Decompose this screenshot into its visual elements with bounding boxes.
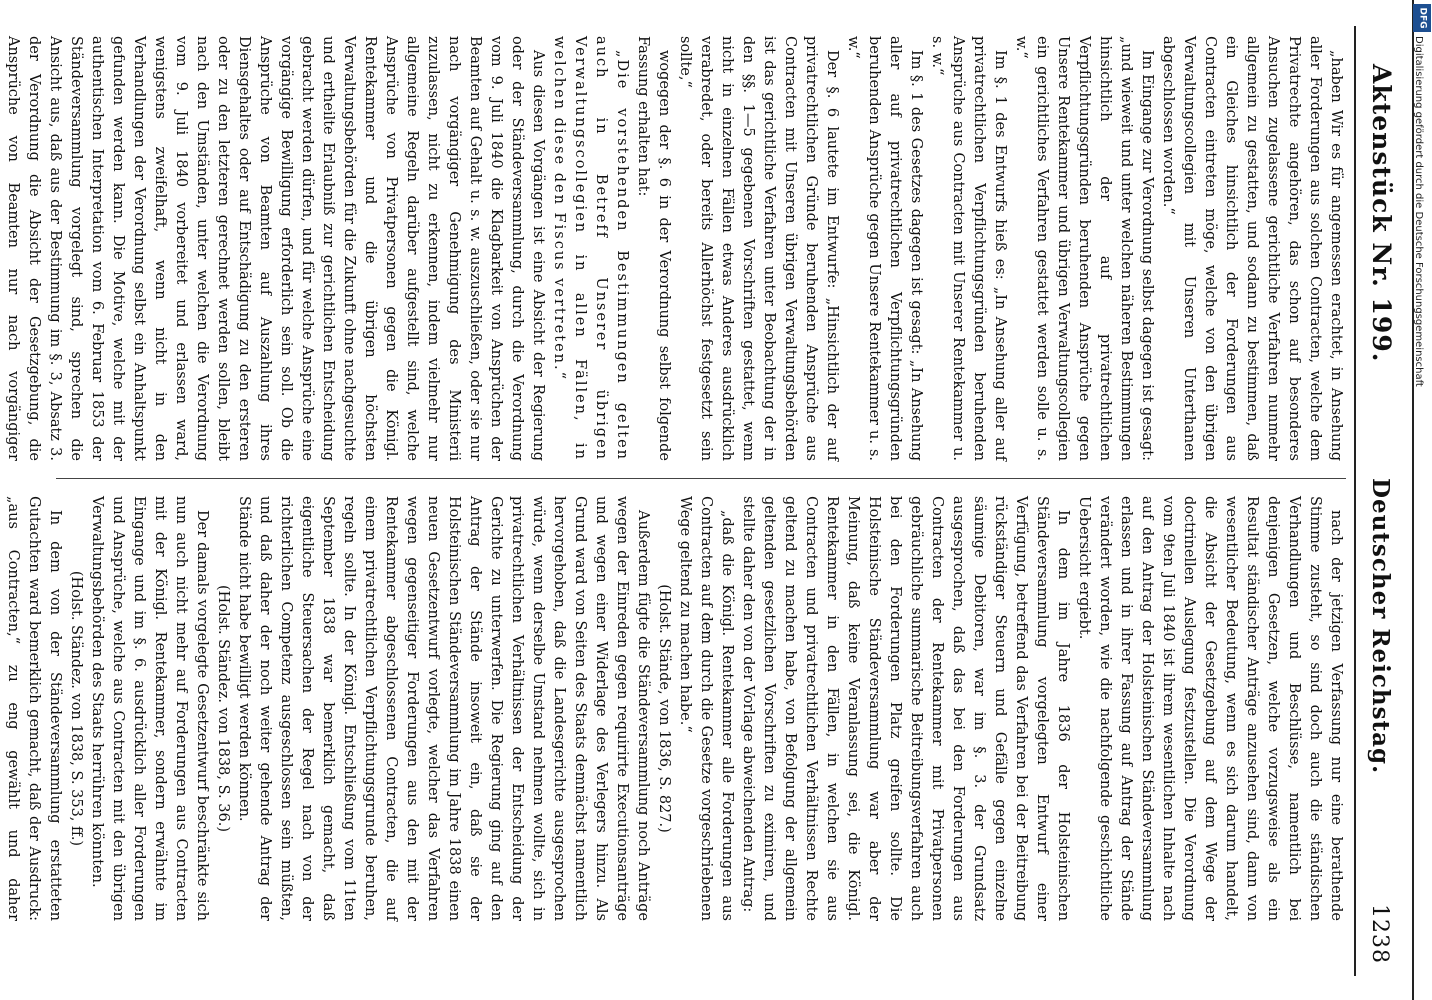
paragraph: In dem im Jahre 1836 der Holsteinischen Ständeversammlung vorgelegten Entwurf einer Verfügung, betreffend das Verfahren bei der Beitreibung rückständiger Steuern und Gefälle gegen einzelne säumige Debitoren, war im §. 3. der Grundsatz ausgesprochen, daß das bei den Forderungen aus Contracten der Rentekammer mit Privatpersonen gebräuchliche summarische Beitreibungsverfahren auch bei den Forderungen Platz greifen sollte. Die Holsteinische Ständeversammlung war aber der Meinung, daß keine Veranlassung sei, die Königl. Rentekammer in den Fällen, in welchen sie aus Contracten und privatrechtlichen Verhältnissen Rechte geltend zu machen habe, von Befolgung der allgemein geltenden gesetzlichen Vorschriften zu eximiren, und stellte daher den von der Vorlage abweichenden Antrag: bbox=[740, 496, 1071, 921]
paragraph: Im §. 1 des Entwurfs hieß es: „In Ansehung aller auf privatrechtlichen Verpflichtungsgründen beruhenden Ansprüche aus Contracten mit Unserer Rentekammer u. s. w.“ bbox=[929, 36, 1008, 461]
paragraph: Der §. 6 lautete im Entwurfe: „Hinsichtlich der auf privatrechtlichen Gründe beruhenden Ansprüche aus Contracten mit Unseren übrigen Verwaltungsbehörden ist das gerichtliche Verfahren unter Beobachtung der in den §§. 1—5 gegebenen Vorschriften gestattet, wenn nicht in einzelnen Fällen etwas Anderes ausdrücklich verabredet, oder bereits Allerhöchst festgesetzt sein sollte,“ bbox=[677, 36, 840, 461]
publication-title: Deutscher Reichstag. bbox=[1367, 478, 1394, 775]
paragraph: Aus diesen Vorgängen ist eine Absicht der Regierung oder der Ständeversammlung, durch die Verordnung vom 9. Juli 1840 die Klagbarkeit von Ansprüchen der Beamten auf Gehalt u. s. w. auszuschließen, oder sie nur nach vorgängiger Genehmigung des Ministerii zuzulassen, nicht zu erkennen, indem vielmehr nur allgemeine Regeln darüber aufgestellt sind, welche Ansprüche von Privatpersonen gegen die Königl. Rentekammer und die übrigen höchsten Verwaltungsbehörden für die Zukunft ohne nachgesuchte und ertheilte Erlaubniß zur gerichtlichen Entscheidung gebracht werden dürfen, und für welche Ansprüche eine vorgängige Bewilligung erforderlich sein soll. Ob die Ansprüche von Beamten auf Auszahlung ihres Diensgehaltes oder auf Entschädigung zu den ersteren oder zu den letzteren gerechnet werden sollen, bleibt nach den Umständen, unter welchen die Verordnung vom 9. Juli 1840 vorbereitet und erlassen ward, wenigstens zweifelhaft, wenn nicht in den Verhandlungen der Verordnung selbst ein Anhaltspunkt gefunden werden kann. Die Motive, welche mit der authentischen Interpretation vom 6. Februar 1853 der Ständeversammlung vorgelegt sind, sprechen die Ansicht aus, daß aus der Bestimmung im §. 3, Absatz 3. der Verordnung die Absicht der Gesetzgebung, die Ansprüche von Beamten nur nach vorgängiger bbox=[5, 36, 546, 461]
paragraph: In dem von der Ständeversammlung erstatteten Gutachten ward bemerklich gemacht, daß der Ausdruck: „aus Contracten,“ zu eng gewählt und daher bbox=[5, 496, 63, 921]
paragraph: nach der jetzigen Verfassung nur eine berathende Stimme zusteht, so sind doch auch die ständischen Verhandlungen und Beschlüsse, namentlich bei denjenigen Gesetzen, welche vorzugsweise als ein Resultat ständischer Anträge anzusehen sind, dann von wesentlicher Bedeutung, wenn es sich darum handelt, die Absicht der Gesetzgebung auf dem Wege der doctrinellen Auslegung festzustellen. Die Verordnung vom 9ten Juli 1840 ist ihrem wesentlichen Inhalte nach auf den Antrag der Holsteinischen Ständeversammlung erlassen und in ihrer Fassung auf Antrag der Stände verändert worden, wie die nachfolgende geschichtliche Uebersicht ergiebt. bbox=[1076, 496, 1344, 921]
citation: (Holst. Ständez. von 1838, S. 36.) bbox=[215, 585, 231, 832]
citation: (Holst. Ständez. von 1838, S. 353, ff.) bbox=[68, 570, 84, 847]
paragraph: Im §. 1 des Gesetzes dagegen ist gesagt: „In Ansehung aller auf privatrechtlichen Verpflichtungsgründen beruhenden Ansprüche gegen Unsere Rentekammer u. s. w.“ bbox=[845, 36, 924, 461]
digitization-notice: Digitalisierung gefördert durch die Deutsche Forschungsgemeinschaft bbox=[1413, 36, 1424, 387]
page-header bbox=[1354, 26, 1402, 976]
page-number: 1238 bbox=[1367, 904, 1392, 964]
document-number-title: Aktenstück Nr. 199. bbox=[1367, 64, 1396, 363]
column-divider bbox=[56, 478, 1346, 479]
paragraph: Außerdem fügte die Ständeversammlung noch Anträge wegen der Einreden gegen requirirte Executionsanträge und wegen einer Widerlage des Verlegers hinzu. Als Grund ward von Seiten des Staats demnächst namentlich hervorgehoben, daß die Landesgerichte ausgesprochen würde, wenn derselbe Umstand nehmen wollte, sich in privatrechtlichen Verhältnissen der Entscheidung der Gerichte zu unterwerfen. Die Regierung ging auf den Antrag der Stände insoweit ein, daß sie der Holsteinischen Ständeversammlung im Jahre 1838 einen neuen Gesetzentwurf vorlegte, welcher das Verfahren wegen gegenseitiger Forderungen aus den mit der Rentekammer abgeschlossenen Contracten, die auf einem privatrechtlichen Verpflichtungsgrunde beruhen, regeln sollte. In der Königl. Entschließung vom 11ten September 1838 war bemerklich gemacht, daß eigentliche Steuersachen der Regel nach von der richterlichen Competenz ausgeschlossen sein müßten, und daß daher der noch weiter gehende Antrag der Stände nicht habe bewilligt werden können. bbox=[236, 496, 651, 921]
text-column-first bbox=[5, 36, 1346, 461]
paragraph: „haben Wir es für angemessen erachtet, in Ansehung aller Forderungen aus solchen Contracten, welche dem Privatrechte angehören, das schon auf besonderes Ansuchen zugelassene gerichtliche Verfahren nunmehr allgemein zu gestatten, und sodann zu bestimmen, daß ein Gleiches hinsichtlich der Forderungen aus Contracten eintreten möge, welche von den übrigen Verwaltungscollegien mit Unseren Unterthanen abgeschlossen worden.“ bbox=[1160, 36, 1344, 461]
citation: (Holst. Stände, von 1836, S. 827.) bbox=[656, 584, 672, 833]
text-column-second bbox=[5, 496, 1346, 921]
quoted-paragraph: „daß die Königl. Rentekammer alle Forderungen aus Contracten auf dem durch die Gesetze vorgeschriebenen Wege geltend zu machen habe.“ bbox=[677, 496, 735, 921]
quoted-paragraph: „Die vorstehenden Bestimmungen gelten auch in Betreff Unserer übrigen Verwaltungscollegien in allen Fällen, in welchen diese den Fiscus vertreten.“ bbox=[551, 36, 630, 461]
paragraph: Im Eingange zur Verordnung selbst dagegen ist gesagt: „und wieweit und unter welchen näheren Bestimmungen hinsichtlich der auf privatrechtlichen Verpflichtungsgründen beruhenden Ansprüche gegen Unsere Rentekammer und übrigen Verwaltungscollegien ein gerichtliches Verfahren gestattet werden solle u. s. w.“ bbox=[1013, 36, 1155, 461]
paragraph: wogegen der §. 6 in der Verordnung selbst folgende Fassung erhalten hat: bbox=[635, 36, 672, 461]
rotated-document-page bbox=[5, 26, 1402, 976]
paragraph: Der damals vorgelegte Gesetzentwurf beschränkte sich nun auch nicht mehr auf Forderungen aus Contracten mit der Königl. Rentekammer, sondern erwähnte im Eingange und im §. 6. ausdrücklich aller Forderungen und Ansprüche, welche aus Contracten mit den übrigen Verwaltungsbehörden des Staats herrühren könnten. bbox=[89, 496, 210, 921]
dfg-logo: DFG bbox=[1413, 4, 1431, 32]
